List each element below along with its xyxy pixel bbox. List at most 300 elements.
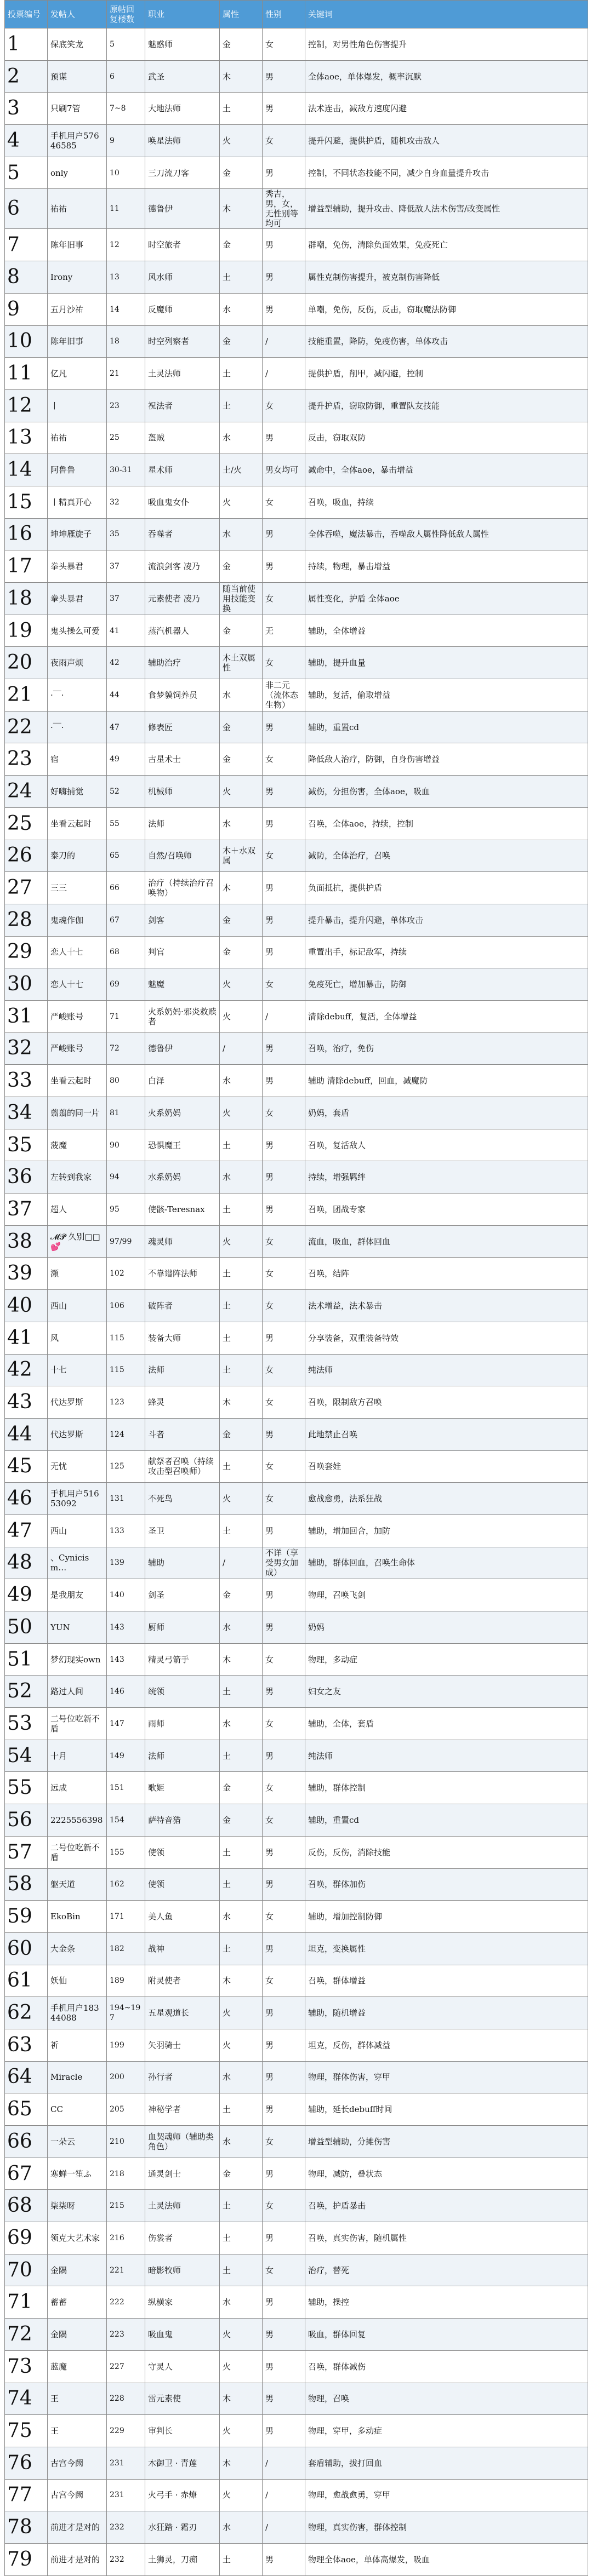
poster-cell: 严峻账号 <box>48 1000 107 1032</box>
poster-cell: 保底笑龙 <box>48 28 107 61</box>
profession-cell: 吸血鬼女仆 <box>145 486 220 518</box>
poster-cell: 二号位吃新不盾 <box>48 1708 107 1740</box>
gender-cell: 男 <box>263 1868 305 1901</box>
attribute-cell: 火 <box>220 125 263 157</box>
attribute-cell: 土 <box>220 1450 263 1483</box>
table-row <box>5 125 588 157</box>
profession-cell: 时空旅者 <box>145 229 220 261</box>
gender-cell: 男 <box>263 422 305 454</box>
profession-cell: 魅惑师 <box>145 28 220 61</box>
vote-number-cell: 58 <box>5 1868 48 1901</box>
profession-cell: 三刀流刀客 <box>145 157 220 189</box>
gender-cell: / <box>263 2447 305 2479</box>
attribute-cell: 火 <box>220 1225 263 1258</box>
floor-cell: 94 <box>107 1161 145 1194</box>
floor-cell: 151 <box>107 1772 145 1804</box>
gender-cell: 男 <box>263 2222 305 2254</box>
gender-cell: 女 <box>263 583 305 615</box>
keywords-cell: 辅助，延长debuff时间 <box>305 2093 588 2126</box>
table-row <box>5 1258 588 1290</box>
gender-cell: 男 <box>263 261 305 294</box>
poster-cell: 前进才是对的 <box>48 2543 107 2575</box>
gender-cell: / <box>263 1000 305 1032</box>
vote-number-cell: 70 <box>5 2254 48 2286</box>
profession-cell: 不靠谱阵法师 <box>145 1258 220 1290</box>
attribute-cell: 金 <box>220 904 263 936</box>
gender-cell: 女 <box>263 1225 305 1258</box>
gender-cell: 男 <box>263 93 305 125</box>
floor-cell: 72 <box>107 1032 145 1065</box>
profession-cell: 古星术士 <box>145 743 220 776</box>
poster-cell: 𝓜𝓟 久别□□💕 <box>48 1225 107 1258</box>
vote-number-cell: 11 <box>5 358 48 390</box>
table-row <box>5 1065 588 1097</box>
vote-number-cell: 61 <box>5 1965 48 1997</box>
table-row <box>5 776 588 808</box>
attribute-cell: 土 <box>220 1290 263 1322</box>
floor-cell: 80 <box>107 1065 145 1097</box>
attribute-cell: 火 <box>220 776 263 808</box>
table-row <box>5 1290 588 1322</box>
poster-cell: 妖仙 <box>48 1965 107 1997</box>
table-row <box>5 2222 588 2254</box>
floor-cell: 6 <box>107 60 145 93</box>
profession-cell: 火弓手 · 赤燎 <box>145 2479 220 2511</box>
attribute-cell: 土 <box>220 261 263 294</box>
profession-cell: 守灵人 <box>145 2350 220 2383</box>
profession-cell: 斗者 <box>145 1418 220 1450</box>
table-row <box>5 1836 588 1868</box>
attribute-cell: 金 <box>220 550 263 583</box>
table-row <box>5 2319 588 2351</box>
table-row <box>5 229 588 261</box>
keywords-cell: 召唤，限制敌方召唤 <box>305 1386 588 1419</box>
floor-cell: 95 <box>107 1194 145 1226</box>
vote-number-cell: 52 <box>5 1676 48 1708</box>
poster-cell: 菠魔 <box>48 1129 107 1161</box>
floor-cell: 35 <box>107 518 145 550</box>
keywords-cell: 控制，对男性角色伤害提升 <box>305 28 588 61</box>
attribute-cell: 土 <box>220 1932 263 1965</box>
vote-number-cell: 46 <box>5 1483 48 1515</box>
profession-cell: 法师 <box>145 1354 220 1386</box>
table-row <box>5 189 588 229</box>
table-row <box>5 1514 588 1547</box>
attribute-cell: 火 <box>220 2029 263 2061</box>
table-row <box>5 1450 588 1483</box>
vote-number-cell: 2 <box>5 60 48 93</box>
vote-number-cell: 38 <box>5 1225 48 1258</box>
keywords-cell: 吸血，群体回复 <box>305 2319 588 2351</box>
keywords-cell: 召唤，复活敌人 <box>305 1129 588 1161</box>
keywords-cell: 物理，召唤 <box>305 2383 588 2415</box>
table-row <box>5 647 588 679</box>
keywords-cell: 召唤，群体减伤 <box>305 2350 588 2383</box>
gender-cell: 女 <box>263 743 305 776</box>
table-row <box>5 422 588 454</box>
attribute-cell: 土 <box>220 358 263 390</box>
attribute-cell: 金 <box>220 28 263 61</box>
profession-cell: 剑客 <box>145 904 220 936</box>
vote-number-cell: 3 <box>5 93 48 125</box>
floor-cell: 131 <box>107 1483 145 1515</box>
gender-cell: 男 <box>263 2383 305 2415</box>
gender-cell: 男 <box>263 1161 305 1194</box>
gender-cell: 男 <box>263 157 305 189</box>
poster-cell: ·￣· <box>48 711 107 743</box>
gender-cell: 男 <box>263 1740 305 1772</box>
profession-cell: 吞噬者 <box>145 518 220 550</box>
keywords-cell: 单嘲，免伤，反伤，反击，窃取魔法防御 <box>305 293 588 325</box>
poster-cell: 翦翦的同一片 <box>48 1097 107 1129</box>
poster-cell: 金隅 <box>48 2254 107 2286</box>
vote-number-cell: 19 <box>5 615 48 647</box>
table-row <box>5 1708 588 1740</box>
vote-table <box>4 0 588 2576</box>
floor-cell: 71 <box>107 1000 145 1032</box>
keywords-cell: 持续，增强羁绊 <box>305 1161 588 1194</box>
floor-cell: 123 <box>107 1386 145 1419</box>
gender-cell: 女 <box>263 1708 305 1740</box>
table-row <box>5 1547 588 1579</box>
profession-cell: 恐惧魔王 <box>145 1129 220 1161</box>
table-row <box>5 1418 588 1450</box>
floor-cell: 12 <box>107 229 145 261</box>
vote-number-cell: 63 <box>5 2029 48 2061</box>
table-row <box>5 28 588 61</box>
profession-cell: 木御卫 · 青莲 <box>145 2447 220 2479</box>
profession-cell: 歌姬 <box>145 1772 220 1804</box>
floor-cell: 140 <box>107 1579 145 1611</box>
attribute-cell: 水 <box>220 2286 263 2319</box>
table-row <box>5 1000 588 1032</box>
attribute-cell: 金 <box>220 2158 263 2190</box>
poster-cell: Miracle <box>48 2061 107 2093</box>
profession-cell: 时空列察者 <box>145 325 220 358</box>
profession-cell: 暗影牧师 <box>145 2254 220 2286</box>
vote-number-cell: 4 <box>5 125 48 157</box>
attribute-cell: 土 <box>220 2190 263 2222</box>
header-poster: 发帖人 <box>48 1 107 28</box>
vote-number-cell: 69 <box>5 2222 48 2254</box>
table-row <box>5 93 588 125</box>
keywords-cell: 全体aoe，单体爆发，概率沉默 <box>305 60 588 93</box>
profession-cell: 美人鱼 <box>145 1901 220 1933</box>
poster-cell: 2225556398 <box>48 1804 107 1837</box>
table-row <box>5 904 588 936</box>
profession-cell: 辅助 <box>145 1547 220 1579</box>
gender-cell: 女 <box>263 1772 305 1804</box>
gender-cell: 女 <box>263 2126 305 2158</box>
profession-cell: 五星观道长 <box>145 1997 220 2029</box>
floor-cell: 232 <box>107 2511 145 2544</box>
attribute-cell: 木＋水双属 <box>220 840 263 872</box>
profession-cell: 唤星法师 <box>145 125 220 157</box>
gender-cell: 男 <box>263 1932 305 1965</box>
keywords-cell: 辅助，群体回血，召唤生命体 <box>305 1547 588 1579</box>
floor-cell: 90 <box>107 1129 145 1161</box>
vote-number-cell: 32 <box>5 1032 48 1065</box>
profession-cell: 纵横家 <box>145 2286 220 2319</box>
profession-cell: 统领 <box>145 1676 220 1708</box>
gender-cell: 男 <box>263 1676 305 1708</box>
floor-cell: 221 <box>107 2254 145 2286</box>
poster-cell: 坤坤雁旋子 <box>48 518 107 550</box>
vote-number-cell: 34 <box>5 1097 48 1129</box>
table-header <box>5 1 588 28</box>
table-row <box>5 2029 588 2061</box>
poster-cell: 寒蝉一笙ふ <box>48 2158 107 2190</box>
gender-cell: 女 <box>263 968 305 1001</box>
profession-cell: 蜂灵 <box>145 1386 220 1419</box>
attribute-cell: 土 <box>220 2093 263 2126</box>
vote-number-cell: 65 <box>5 2093 48 2126</box>
vote-number-cell: 29 <box>5 936 48 968</box>
keywords-cell: 辅助 清除debuff，回血，减魔防 <box>305 1065 588 1097</box>
profession-cell: 火系奶妈 <box>145 1097 220 1129</box>
gender-cell: 男 <box>263 1065 305 1097</box>
vote-number-cell: 78 <box>5 2511 48 2544</box>
floor-cell: 14 <box>107 293 145 325</box>
attribute-cell: 水 <box>220 518 263 550</box>
floor-cell: 133 <box>107 1514 145 1547</box>
attribute-cell: / <box>220 1547 263 1579</box>
attribute-cell: 火 <box>220 1097 263 1129</box>
keywords-cell: 物理，愈战愈勇，穿甲 <box>305 2479 588 2511</box>
floor-cell: 41 <box>107 615 145 647</box>
keywords-cell: 辅助，重置cd <box>305 711 588 743</box>
keywords-cell: 提升暴击，提升闪避，单体攻击 <box>305 904 588 936</box>
profession-cell: 盔贼 <box>145 422 220 454</box>
gender-cell: 男 <box>263 229 305 261</box>
poster-cell: 远成 <box>48 1772 107 1804</box>
table-row <box>5 2254 588 2286</box>
gender-cell: 男 <box>263 1322 305 1354</box>
gender-cell: 男 <box>263 550 305 583</box>
header-keywords: 关键词 <box>305 1 588 28</box>
gender-cell: 女 <box>263 840 305 872</box>
table-row <box>5 1032 588 1065</box>
floor-cell: 194~197 <box>107 1997 145 2029</box>
vote-number-cell: 77 <box>5 2479 48 2511</box>
floor-cell: 171 <box>107 1901 145 1933</box>
gender-cell: 女 <box>263 486 305 518</box>
profession-cell: 战神 <box>145 1932 220 1965</box>
keywords-cell: 治疗，替死 <box>305 2254 588 2286</box>
attribute-cell: 火 <box>220 486 263 518</box>
keywords-cell: 召唤，群体增益 <box>305 1965 588 1997</box>
vote-number-cell: 16 <box>5 518 48 550</box>
table-row <box>5 389 588 422</box>
table-row <box>5 711 588 743</box>
gender-cell: 无 <box>263 615 305 647</box>
floor-cell: 205 <box>107 2093 145 2126</box>
keywords-cell: 法术连击，减敌方速度闪避 <box>305 93 588 125</box>
profession-cell: 风水师 <box>145 261 220 294</box>
profession-cell: 孙行者 <box>145 2061 220 2093</box>
attribute-cell: 火 <box>220 2350 263 2383</box>
poster-cell: YUN <box>48 1611 107 1644</box>
attribute-cell: 火 <box>220 1000 263 1032</box>
attribute-cell: 水 <box>220 1611 263 1644</box>
keywords-cell: 召唤，结阵 <box>305 1258 588 1290</box>
profession-cell: 不死鸟 <box>145 1483 220 1515</box>
vote-number-cell: 30 <box>5 968 48 1001</box>
profession-cell: 血契魂师（辅助类角色） <box>145 2126 220 2158</box>
table-row <box>5 1386 588 1419</box>
gender-cell: 男 <box>263 1997 305 2029</box>
keywords-cell: 减伤，分担伤害，全体aoe，吸血 <box>305 776 588 808</box>
table-row <box>5 743 588 776</box>
attribute-cell: 水 <box>220 2126 263 2158</box>
floor-cell: 115 <box>107 1322 145 1354</box>
vote-number-cell: 10 <box>5 325 48 358</box>
keywords-cell: 物理，穿甲，多动症 <box>305 2415 588 2447</box>
floor-cell: 149 <box>107 1740 145 1772</box>
profession-cell: 祝法者 <box>145 389 220 422</box>
gender-cell: 男 <box>263 2061 305 2093</box>
vote-number-cell: 39 <box>5 1258 48 1290</box>
floor-cell: 147 <box>107 1708 145 1740</box>
gender-cell: 男 <box>263 1418 305 1450</box>
attribute-cell: 金 <box>220 1772 263 1804</box>
vote-number-cell: 9 <box>5 293 48 325</box>
keywords-cell: 提升护盾，窃取防御，重置队友技能 <box>305 389 588 422</box>
keywords-cell: 纯法师 <box>305 1354 588 1386</box>
keywords-cell: 物理全体aoe，单体高爆发，吸血 <box>305 2543 588 2575</box>
gender-cell: / <box>263 325 305 358</box>
vote-number-cell: 40 <box>5 1290 48 1322</box>
vote-number-cell: 49 <box>5 1579 48 1611</box>
keywords-cell: 辅助，增加回合，加防 <box>305 1514 588 1547</box>
poster-cell: 大金条 <box>48 1932 107 1965</box>
floor-cell: 69 <box>107 968 145 1001</box>
table-body <box>5 28 588 2576</box>
vote-number-cell: 5 <box>5 157 48 189</box>
gender-cell: 男 <box>263 2158 305 2190</box>
gender-cell: 男 <box>263 904 305 936</box>
table-row <box>5 1161 588 1194</box>
keywords-cell: 属性克制伤害提升，被克制伤害降低 <box>305 261 588 294</box>
vote-number-cell: 67 <box>5 2158 48 2190</box>
floor-cell: 146 <box>107 1676 145 1708</box>
profession-cell: 使骸-Teresnax <box>145 1194 220 1226</box>
profession-cell: 大地法师 <box>145 93 220 125</box>
poster-cell: 古宫今阙 <box>48 2479 107 2511</box>
poster-cell: 一朵云 <box>48 2126 107 2158</box>
vote-number-cell: 60 <box>5 1932 48 1965</box>
vote-number-cell: 24 <box>5 776 48 808</box>
floor-cell: 23 <box>107 389 145 422</box>
vote-number-cell: 41 <box>5 1322 48 1354</box>
vote-number-cell: 25 <box>5 807 48 840</box>
poster-cell: 是我朋友 <box>48 1579 107 1611</box>
vote-number-cell: 20 <box>5 647 48 679</box>
floor-cell: 231 <box>107 2447 145 2479</box>
gender-cell: 男 <box>263 1611 305 1644</box>
poster-cell: 古宫今阙 <box>48 2447 107 2479</box>
floor-cell: 155 <box>107 1836 145 1868</box>
profession-cell: 装备大师 <box>145 1322 220 1354</box>
poster-cell: 陈年旧事 <box>48 325 107 358</box>
gender-cell: 男 <box>263 2350 305 2383</box>
floor-cell: 42 <box>107 647 145 679</box>
table-row <box>5 518 588 550</box>
attribute-cell: 土 <box>220 1354 263 1386</box>
vote-number-cell: 26 <box>5 840 48 872</box>
floor-cell: 218 <box>107 2158 145 2190</box>
floor-cell: 182 <box>107 1932 145 1965</box>
floor-cell: 21 <box>107 358 145 390</box>
keywords-cell: 法术增益，法术暴击 <box>305 1290 588 1322</box>
floor-cell: 200 <box>107 2061 145 2093</box>
attribute-cell: 木 <box>220 2383 263 2415</box>
table-row <box>5 2061 588 2093</box>
table-row <box>5 1676 588 1708</box>
profession-cell: 伤裳者 <box>145 2222 220 2254</box>
vote-number-cell: 68 <box>5 2190 48 2222</box>
attribute-cell: 金 <box>220 157 263 189</box>
floor-cell: 229 <box>107 2415 145 2447</box>
profession-cell: 德鲁伊 <box>145 189 220 229</box>
keywords-cell: 持续，物理，暴击增益 <box>305 550 588 583</box>
profession-cell: 辅助治疗 <box>145 647 220 679</box>
vote-number-cell: 35 <box>5 1129 48 1161</box>
header-attribute: 属性 <box>220 1 263 28</box>
attribute-cell: 土 <box>220 1322 263 1354</box>
attribute-cell: 土 <box>220 1740 263 1772</box>
gender-cell: 男 <box>263 293 305 325</box>
keywords-cell: 召唤，护盾暴击 <box>305 2190 588 2222</box>
header-floor: 原帖回复楼数 <box>107 1 145 28</box>
profession-cell: 治疗（持续治疗召唤物） <box>145 872 220 904</box>
gender-cell: 男 <box>263 711 305 743</box>
attribute-cell: 金 <box>220 325 263 358</box>
keywords-cell: 减防，全体治疗，召唤 <box>305 840 588 872</box>
vote-number-cell: 51 <box>5 1643 48 1676</box>
poster-cell: 恋人十七 <box>48 968 107 1001</box>
table-row <box>5 1354 588 1386</box>
profession-cell: 矢羽骑士 <box>145 2029 220 2061</box>
table-row <box>5 2479 588 2511</box>
header-gender: 性别 <box>263 1 305 28</box>
keywords-cell: 提供护盾，削甲，减闪避，控制 <box>305 358 588 390</box>
poster-cell: 鬼魂作伽 <box>48 904 107 936</box>
attribute-cell: 火 <box>220 2415 263 2447</box>
floor-cell: 227 <box>107 2350 145 2383</box>
gender-cell: 女 <box>263 1290 305 1322</box>
table-row <box>5 968 588 1001</box>
profession-cell: 雷元素使 <box>145 2383 220 2415</box>
keywords-cell: 物理，召唤飞剑 <box>305 1579 588 1611</box>
keywords-cell: 物理，减防，叠状态 <box>305 2158 588 2190</box>
floor-cell: 199 <box>107 2029 145 2061</box>
vote-number-cell: 55 <box>5 1772 48 1804</box>
floor-cell: 11 <box>107 189 145 229</box>
gender-cell: 女 <box>263 1643 305 1676</box>
vote-number-cell: 54 <box>5 1740 48 1772</box>
profession-cell: 土灵法师 <box>145 2190 220 2222</box>
floor-cell: 115 <box>107 1354 145 1386</box>
gender-cell: 女 <box>263 1258 305 1290</box>
attribute-cell: 木 <box>220 1643 263 1676</box>
vote-number-cell: 48 <box>5 1547 48 1579</box>
vote-number-cell: 50 <box>5 1611 48 1644</box>
poster-cell: 风 <box>48 1322 107 1354</box>
gender-cell: 男 <box>263 776 305 808</box>
gender-cell: 女 <box>263 1804 305 1837</box>
poster-cell: 鬼头操么可爱 <box>48 615 107 647</box>
